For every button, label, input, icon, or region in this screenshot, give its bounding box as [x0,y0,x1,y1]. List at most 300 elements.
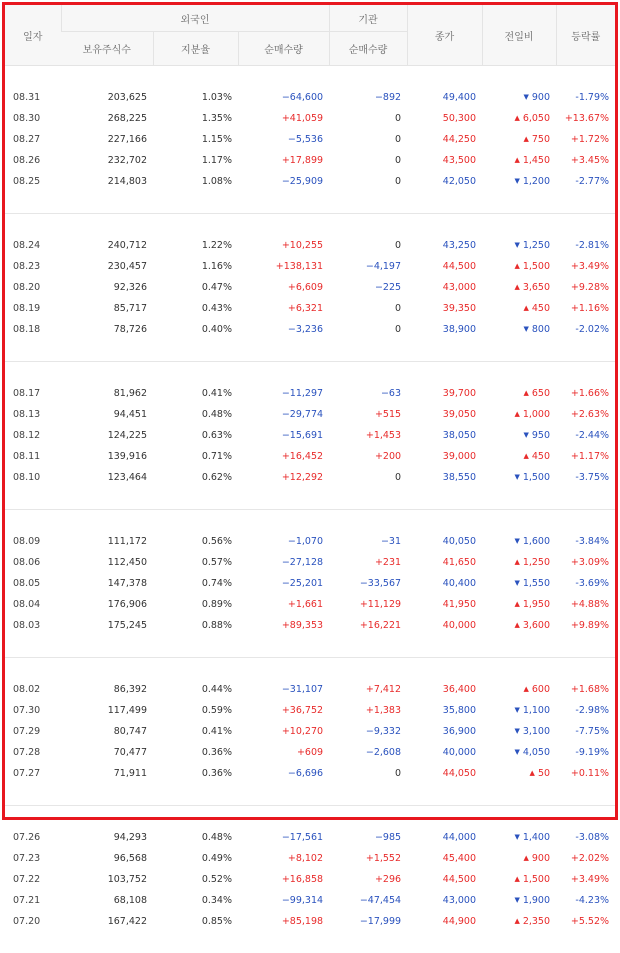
group-spacer [5,510,615,531]
holdings-cell: 70,477 [61,742,153,763]
rate-cell: +1.72% [556,129,615,150]
rate-cell: +2.63% [556,404,615,425]
change-cell [482,467,556,488]
change-value: 1,400 [523,832,550,843]
spacer-cell [5,806,615,827]
foreign-net-cell: +41,059 [238,108,329,129]
change-value: 4,050 [523,747,550,758]
change-value: 1,550 [523,578,550,589]
table-row [5,827,615,848]
change-cell [482,552,556,573]
date-cell: 08.12 [5,425,61,446]
triangle-up-icon: ▲ [514,875,519,883]
change-value: 1,500 [523,261,550,272]
header-foreign-net: 순매수량 [238,32,329,66]
inst-net-cell: +1,453 [329,425,407,446]
close-cell: 43,000 [407,277,482,298]
change-cell [482,700,556,721]
rate-cell: -9.19% [556,742,615,763]
foreign-net-cell: +16,858 [238,869,329,890]
foreign-net-cell: −5,536 [238,129,329,150]
holdings-cell: 268,225 [61,108,153,129]
inst-net-cell: −47,454 [329,890,407,911]
inst-net-cell: −63 [329,383,407,404]
spacer-cell [5,658,615,679]
date-cell: 08.13 [5,404,61,425]
rate-cell: -3.08% [556,827,615,848]
triangle-up-icon: ▲ [514,558,519,566]
triangle-up-icon: ▲ [514,262,519,270]
change-value: 3,600 [523,620,550,631]
triangle-down-icon: ▼ [524,325,529,333]
group-spacer [5,214,615,235]
foreign-net-cell: −31,107 [238,679,329,700]
date-cell: 08.11 [5,446,61,467]
group-spacer [5,932,615,953]
change-cell [482,869,556,890]
table-row [5,594,615,615]
close-cell: 35,800 [407,700,482,721]
holdings-cell: 147,378 [61,573,153,594]
triangle-up-icon: ▲ [514,410,519,418]
inst-net-cell: 0 [329,129,407,150]
close-cell: 40,400 [407,573,482,594]
date-cell: 08.03 [5,615,61,636]
triangle-down-icon: ▼ [524,93,529,101]
change-value: 1,200 [523,176,550,187]
spacer-cell [5,784,615,806]
group-spacer [5,362,615,383]
table-row [5,108,615,129]
table-row [5,129,615,150]
close-cell: 43,500 [407,150,482,171]
foreign-net-cell: −1,070 [238,531,329,552]
close-cell: 36,900 [407,721,482,742]
holdings-cell: 111,172 [61,531,153,552]
close-cell: 50,300 [407,108,482,129]
change-cell [482,911,556,932]
holdings-cell: 80,747 [61,721,153,742]
change-value: 600 [532,684,550,695]
date-cell: 08.31 [5,87,61,108]
close-cell: 49,400 [407,87,482,108]
date-cell: 08.19 [5,298,61,319]
date-cell: 08.09 [5,531,61,552]
change-value: 1,600 [523,536,550,547]
foreign-net-cell: −25,201 [238,573,329,594]
inst-net-cell: −2,608 [329,742,407,763]
table-row [5,848,615,869]
close-cell: 42,050 [407,171,482,192]
change-value: 900 [532,853,550,864]
date-cell: 08.06 [5,552,61,573]
date-cell: 07.22 [5,869,61,890]
date-cell: 07.30 [5,700,61,721]
spacer-cell [5,488,615,510]
triangle-up-icon: ▲ [514,917,519,925]
ratio-cell: 0.74% [153,573,238,594]
ratio-cell: 0.62% [153,467,238,488]
change-value: 1,250 [523,240,550,251]
group-spacer [5,66,615,88]
table-body [5,66,615,953]
table-row [5,467,615,488]
rate-cell: -4.23% [556,890,615,911]
date-cell: 08.25 [5,171,61,192]
header-foreign: 외국인 [61,5,329,32]
change-cell [482,446,556,467]
date-cell: 07.29 [5,721,61,742]
close-cell: 40,000 [407,742,482,763]
change-value: 1,500 [523,472,550,483]
table-row [5,446,615,467]
ratio-cell: 0.63% [153,425,238,446]
close-cell: 44,250 [407,129,482,150]
date-cell: 08.27 [5,129,61,150]
change-value: 800 [532,324,550,335]
change-cell [482,87,556,108]
spacer-cell [5,510,615,531]
ratio-cell: 0.57% [153,552,238,573]
holdings-cell: 232,702 [61,150,153,171]
change-cell [482,108,556,129]
ratio-cell: 0.89% [153,594,238,615]
triangle-up-icon: ▲ [524,685,529,693]
ratio-cell: 0.59% [153,700,238,721]
table-row [5,425,615,446]
inst-net-cell: −33,567 [329,573,407,594]
table-row [5,531,615,552]
triangle-down-icon: ▼ [514,579,519,587]
rate-cell: +13.67% [556,108,615,129]
inst-net-cell: 0 [329,298,407,319]
rate-cell: -2.81% [556,235,615,256]
rate-cell: +1.68% [556,679,615,700]
holdings-cell: 78,726 [61,319,153,340]
inst-net-cell: +231 [329,552,407,573]
holdings-cell: 68,108 [61,890,153,911]
ratio-cell: 0.41% [153,383,238,404]
rate-cell: +1.17% [556,446,615,467]
header-close: 종가 [407,5,482,66]
header-rate: 등락률 [556,5,615,66]
close-cell: 41,950 [407,594,482,615]
holdings-cell: 96,568 [61,848,153,869]
date-cell: 08.24 [5,235,61,256]
rate-cell: -3.69% [556,573,615,594]
close-cell: 44,000 [407,827,482,848]
date-cell: 08.26 [5,150,61,171]
change-value: 1,950 [523,599,550,610]
foreign-net-cell: +1,661 [238,594,329,615]
close-cell: 43,000 [407,890,482,911]
header-inst-net: 순매수량 [329,32,407,66]
rate-cell: -1.79% [556,87,615,108]
ratio-cell: 0.34% [153,890,238,911]
inst-net-cell: 0 [329,319,407,340]
triangle-up-icon: ▲ [524,135,529,143]
change-value: 1,250 [523,557,550,568]
close-cell: 43,250 [407,235,482,256]
holdings-cell: 92,326 [61,277,153,298]
table-row [5,615,615,636]
date-cell: 08.04 [5,594,61,615]
rate-cell: +0.11% [556,763,615,784]
triangle-up-icon: ▲ [530,769,535,777]
close-cell: 44,500 [407,256,482,277]
change-value: 3,100 [523,726,550,737]
ratio-cell: 0.41% [153,721,238,742]
date-cell: 08.02 [5,679,61,700]
change-cell [482,531,556,552]
table-row [5,256,615,277]
change-cell [482,848,556,869]
holdings-cell: 85,717 [61,298,153,319]
rate-cell: +2.02% [556,848,615,869]
rate-cell: -2.98% [556,700,615,721]
foreign-net-cell: +10,270 [238,721,329,742]
date-cell: 08.05 [5,573,61,594]
change-cell [482,319,556,340]
change-cell [482,679,556,700]
holdings-cell: 81,962 [61,383,153,404]
date-cell: 08.17 [5,383,61,404]
holdings-cell: 214,803 [61,171,153,192]
triangle-up-icon: ▲ [524,304,529,312]
holdings-cell: 227,166 [61,129,153,150]
inst-net-cell: 0 [329,467,407,488]
foreign-net-cell: +85,198 [238,911,329,932]
change-cell [482,277,556,298]
change-cell [482,404,556,425]
table-row [5,869,615,890]
ratio-cell: 0.52% [153,869,238,890]
holdings-cell: 123,464 [61,467,153,488]
ratio-cell: 1.03% [153,87,238,108]
inst-net-cell: +16,221 [329,615,407,636]
triangle-up-icon: ▲ [514,600,519,608]
foreign-net-cell: +17,899 [238,150,329,171]
investor-trading-table [5,5,615,953]
change-cell [482,742,556,763]
table-row [5,319,615,340]
change-value: 900 [532,92,550,103]
triangle-up-icon: ▲ [524,854,529,862]
change-value: 750 [532,134,550,145]
foreign-net-cell: +12,292 [238,467,329,488]
rate-cell: +3.09% [556,552,615,573]
inst-net-cell: 0 [329,108,407,129]
table-row [5,911,615,932]
ratio-cell: 0.48% [153,827,238,848]
change-cell [482,425,556,446]
date-cell: 07.28 [5,742,61,763]
ratio-cell: 0.47% [153,277,238,298]
close-cell: 39,050 [407,404,482,425]
change-value: 2,350 [523,916,550,927]
table-row [5,890,615,911]
rate-cell: -3.84% [556,531,615,552]
table-row [5,383,615,404]
ratio-cell: 1.22% [153,235,238,256]
inst-net-cell: 0 [329,171,407,192]
inst-net-cell: −17,999 [329,911,407,932]
foreign-net-cell: +10,255 [238,235,329,256]
rate-cell: +3.49% [556,869,615,890]
date-cell: 07.23 [5,848,61,869]
holdings-cell: 230,457 [61,256,153,277]
rate-cell: +3.45% [556,150,615,171]
table-row [5,763,615,784]
ratio-cell: 0.48% [153,404,238,425]
header-institution: 기관 [329,5,407,32]
ratio-cell: 0.36% [153,742,238,763]
holdings-cell: 86,392 [61,679,153,700]
rate-cell: +4.88% [556,594,615,615]
close-cell: 45,400 [407,848,482,869]
change-cell [482,763,556,784]
rate-cell: +3.49% [556,256,615,277]
rate-cell: -7.75% [556,721,615,742]
inst-net-cell: 0 [329,235,407,256]
group-spacer [5,488,615,510]
rate-cell: +9.89% [556,615,615,636]
spacer-cell [5,932,615,953]
inst-net-cell: −9,332 [329,721,407,742]
change-value: 1,100 [523,705,550,716]
foreign-net-cell: −27,128 [238,552,329,573]
inst-net-cell: −4,197 [329,256,407,277]
inst-net-cell: +1,383 [329,700,407,721]
spacer-cell [5,192,615,214]
triangle-down-icon: ▼ [514,473,519,481]
header-ratio: 지분율 [153,32,238,66]
holdings-cell: 124,225 [61,425,153,446]
table-row [5,171,615,192]
ratio-cell: 1.16% [153,256,238,277]
holdings-cell: 176,906 [61,594,153,615]
triangle-down-icon: ▼ [514,706,519,714]
triangle-down-icon: ▼ [514,241,519,249]
inst-net-cell: 0 [329,763,407,784]
date-cell: 08.23 [5,256,61,277]
triangle-down-icon: ▼ [514,748,519,756]
close-cell: 38,550 [407,467,482,488]
table-row [5,742,615,763]
spacer-cell [5,362,615,383]
close-cell: 44,900 [407,911,482,932]
close-cell: 41,650 [407,552,482,573]
group-spacer [5,636,615,658]
table-row [5,87,615,108]
ratio-cell: 1.08% [153,171,238,192]
foreign-net-cell: −25,909 [238,171,329,192]
inst-net-cell: +7,412 [329,679,407,700]
rate-cell: -3.75% [556,467,615,488]
ratio-cell: 0.40% [153,319,238,340]
header-holdings: 보유주식수 [61,32,153,66]
close-cell: 40,050 [407,531,482,552]
spacer-cell [5,214,615,235]
holdings-cell: 175,245 [61,615,153,636]
ratio-cell: 0.56% [153,531,238,552]
triangle-up-icon: ▲ [514,114,519,122]
foreign-net-cell: −11,297 [238,383,329,404]
table-row [5,150,615,171]
change-value: 6,050 [523,113,550,124]
inst-net-cell: −985 [329,827,407,848]
date-cell: 08.30 [5,108,61,129]
change-cell [482,235,556,256]
foreign-net-cell: +16,452 [238,446,329,467]
ratio-cell: 0.88% [153,615,238,636]
change-cell [482,298,556,319]
close-cell: 39,700 [407,383,482,404]
change-value: 1,900 [523,895,550,906]
change-cell [482,150,556,171]
foreign-net-cell: −15,691 [238,425,329,446]
inst-net-cell: +515 [329,404,407,425]
triangle-up-icon: ▲ [524,452,529,460]
change-cell [482,890,556,911]
change-value: 1,000 [523,409,550,420]
rate-cell: +1.16% [556,298,615,319]
ratio-cell: 1.17% [153,150,238,171]
ratio-cell: 0.49% [153,848,238,869]
date-cell: 08.10 [5,467,61,488]
change-value: 50 [538,768,550,779]
table-row [5,404,615,425]
triangle-up-icon: ▲ [514,621,519,629]
foreign-net-cell: −6,696 [238,763,329,784]
ratio-cell: 0.44% [153,679,238,700]
holdings-cell: 71,911 [61,763,153,784]
rate-cell: -2.44% [556,425,615,446]
holdings-cell: 167,422 [61,911,153,932]
change-value: 3,650 [523,282,550,293]
foreign-net-cell: +89,353 [238,615,329,636]
change-cell [482,129,556,150]
group-spacer [5,192,615,214]
close-cell: 39,000 [407,446,482,467]
group-spacer [5,784,615,806]
foreign-net-cell: −29,774 [238,404,329,425]
table-row [5,679,615,700]
triangle-up-icon: ▲ [514,156,519,164]
table-row [5,700,615,721]
foreign-net-cell: +609 [238,742,329,763]
foreign-net-cell: +6,609 [238,277,329,298]
header-date: 일자 [5,5,61,66]
table-header [5,5,615,66]
ratio-cell: 1.15% [153,129,238,150]
date-cell: 07.27 [5,763,61,784]
close-cell: 38,900 [407,319,482,340]
change-cell [482,383,556,404]
close-cell: 40,000 [407,615,482,636]
triangle-down-icon: ▼ [514,727,519,735]
spacer-cell [5,340,615,362]
foreign-net-cell: −99,314 [238,890,329,911]
date-cell: 08.20 [5,277,61,298]
ratio-cell: 1.35% [153,108,238,129]
inst-net-cell: +11,129 [329,594,407,615]
rate-cell: +5.52% [556,911,615,932]
foreign-net-cell: +6,321 [238,298,329,319]
header-change: 전일비 [482,5,556,66]
rate-cell: -2.02% [556,319,615,340]
foreign-net-cell: +36,752 [238,700,329,721]
